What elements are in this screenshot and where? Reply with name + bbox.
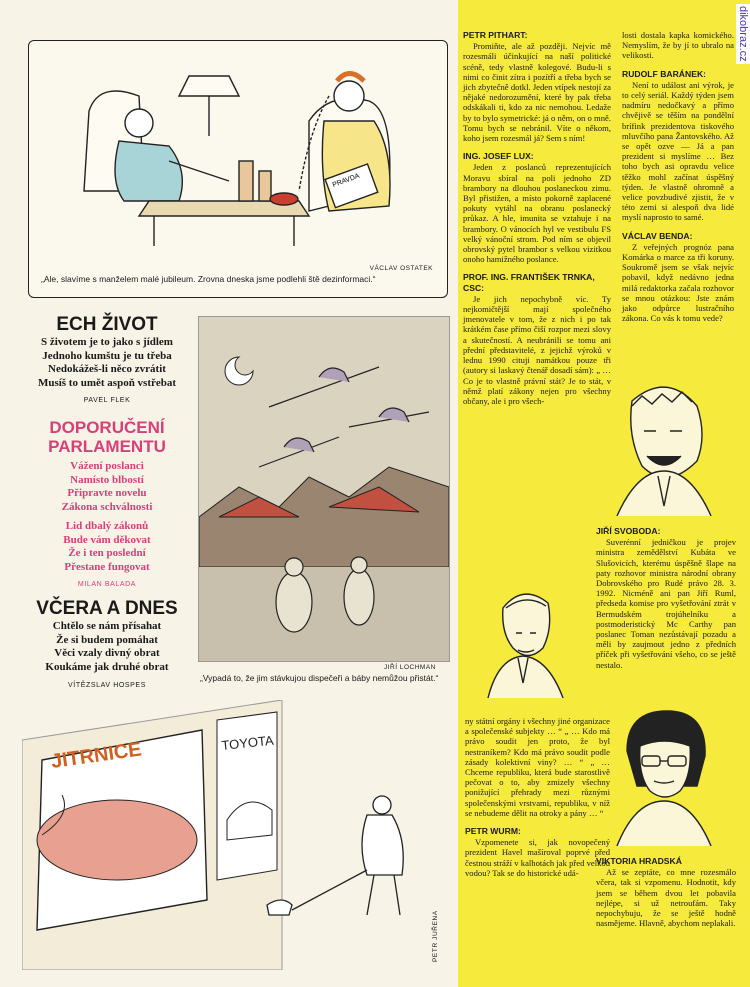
section-heading: PETR WURM: <box>465 826 521 837</box>
cartoon-phone-call <box>28 40 448 298</box>
cartoon-credit: JIŘÍ LOCHMAN <box>384 664 436 671</box>
poem-doporuceni <box>22 418 192 588</box>
poem-line: Namísto blbostí <box>70 473 144 486</box>
column-right-bottom <box>596 856 736 936</box>
column-middle <box>463 30 611 414</box>
portrait-benda <box>612 376 716 516</box>
section-text: Vzpomenete si, jak novopečený prezident Havel mašíroval poprvé před čestnou stráží v kalhotách jak před velkou vodou? Tak se do historické udá- <box>465 837 610 878</box>
billboard-jitrnice: JITRNICE <box>49 738 143 773</box>
cartoon-credit: PETR JUŘENA <box>432 910 439 962</box>
portrait-trnka-illustration <box>478 578 574 698</box>
poem-line: Vážení poslanci <box>70 460 144 472</box>
poem-line: Musíš to umět aspoň vstřebat <box>37 376 177 389</box>
section-text: losti dostala kapka komického. Nemyslím, že by jí to ubralo na velikosti. <box>622 30 734 61</box>
poem-author: MILAN BALADA <box>77 581 137 588</box>
poem-vcera-a-dnes <box>22 598 192 689</box>
column-middle-continued <box>465 716 610 886</box>
cartoon-caption: „Ale, slavíme s manželem malé jubileum. Zrovna dneska jsme podlehli ště dezinformaci.“ <box>41 274 376 284</box>
poem-author: VÍTĚZSLAV HOSPES <box>68 682 146 689</box>
poem-line: Chtělo se nám přísahat <box>52 620 162 632</box>
poem-line: Lid dbalý zákonů <box>65 520 149 532</box>
poem-line: Koukáme jak druhé obrat <box>45 660 169 673</box>
section-heading: VIKTORIA HRADSKÁ <box>596 856 682 866</box>
cartoon-billboard <box>22 700 442 970</box>
poem-ech-zivot <box>22 314 192 404</box>
section-heading: PETR PITHART: <box>463 30 528 40</box>
section-text: Jeden z poslanců reprezentujících Moravu sbíral na poli jednoho ZD brambory na dlouhou poslaneckou zimu. Byl přistižen, a místo pokorně zaplacené pokuty vytáhl na obranu poslanecký průkaz. A hle, imunita se vztahuje i na brambory. O vánocích hyl ve vestibulu FS velký vánoční strom. Pod ním se objevil obrovský pytel brambor s velkou vizitkou onoho hamižného poslance. <box>463 162 611 265</box>
poem-line: Jednoho kumštu je tu třeba <box>42 349 172 362</box>
poem-line: Že si budem pomáhat <box>56 633 158 646</box>
poem-line: Bude vám děkovat <box>63 533 151 546</box>
cartoon-caption: „Vypadá to, že jim stávkujou dispečeři a báby nemůžou přistát.“ <box>200 673 439 683</box>
portrait-trnka <box>478 578 574 698</box>
section-text: Je jich nepochybně víc. Ty nejkomičtější mají společného jmenovatele v tom, že z nich i po tak krátkém čase přímo čiší rozpor mezi slovy a skutečností. A neubránili se tomu ani přední představitelé, z jejichž výroků v lednu 1990 cituji namátkou pouze tři (autory si laskavý čtenář dosadí sám): „ … Co je to vlastně právní stát? Je to stát, v němž platí zákony nejen pro všechny občany, ale i pro všech- <box>463 293 611 406</box>
section-text: Není to událost ani výrok, je to celý seriál. Každý týden jsem nadmíru nedočkavý a přímo chvějivě se těším na pondělní brífink prezidentova tiskového mluvčího pana Žantovského. Až se opět ozve — Já a pan prezident si myslíme … Bez toho bych asi opravdu velice těžko mohl začínat úspěšný týden. Je vlastně ohromně a velice povzbudivé zjistit, že v této zemi si alespoň dva lidé myslí naprosto to samé. <box>622 79 734 223</box>
poem-author: PAVEL FLEK <box>83 397 131 404</box>
poem-title: DOPORUČENÍ PARLAMENTU <box>48 418 166 456</box>
section-text: Z veřejných prognóz pana Komárka o marce za tři koruny. Soukromě jsem se však nejvíc pobavil, když nedávno jedna milá redaktorka začala rozhovor se mnou otázkou: Jste znám jako odpůrce lustračního zákona. Co vás k tomu vede? <box>622 241 734 324</box>
section-heading: JIŘÍ SVOBODA: <box>596 526 661 536</box>
column-right <box>622 30 734 331</box>
poem-line: S životem je to jako s jídlem <box>41 336 173 348</box>
section-text: ny státní orgány i všechny jiné organizace a společenské subjekty … “ „ … Kdo má právo soudit jen proto, že byl nestraníkem? Kdo má právo soudit podle zásady kolektivní viny? … “ „ … Chceme republiku, která bude starostlivě pečovat o to, aby zmizely všechny ponižující přehrady mezi různými společenskými vrstvami, republiku, v níž se nebudeme dělit na otroky a pány … “ <box>465 716 610 818</box>
cartoon-witches-illustration <box>199 317 449 661</box>
section-heading: VÁCLAV BENDA: <box>622 230 693 241</box>
portrait-hradska <box>612 706 716 846</box>
poem-line: Připravte novelu <box>67 487 147 499</box>
section-text: Suverénní jedničkou je projev ministra zemědělství Kubáta ve Slušovicích, kterému úspěšně šlape na paty rozhovor ministra národní obrany Dobrovského pro Rudé právo 28. 3. 1992. Nicméně ani pan Jiří Ruml, předseda komise pro vyšetřování ztrát v Bermudském trojúhelníku a postmoderistický Mc Carthy pan poslanec Toman nezůstávají pozadu a měli by zaujmout jedno z předních příček při vyšetřování všeho, co se ještě nestalo. <box>596 537 736 670</box>
newspaper-label: PRAVDA <box>331 172 361 189</box>
poem-line: Zákona schválnosti <box>61 500 153 513</box>
portrait-hradska-illustration <box>612 706 716 846</box>
poem-title: VČERA A DNES <box>36 598 178 619</box>
portrait-benda-illustration <box>612 376 716 516</box>
cartoon-phone-call-illustration <box>29 41 447 251</box>
poem-line: Přestane fungovat <box>64 560 150 573</box>
billboard-toyota: TOYOTA <box>220 732 275 753</box>
cartoon-witches <box>198 316 450 662</box>
poem-line: Nedokážeš-li něco zvrátit <box>48 363 166 375</box>
poem-line: Že i ten poslední <box>68 547 146 559</box>
cartoon-billboard-illustration <box>22 700 442 970</box>
section-heading: RUDOLF BARÁNEK: <box>622 68 707 79</box>
poem-line: Věci vzaly divný obrat <box>54 647 160 659</box>
section-text: Až se zeptáte, co mne rozesmálo včera, tak si vzpomenu. Hodnotit, kdy jsem se během dvou let pobavila nejlépe, si už netroufám. Taky nepochybuju, že se ještě hodně nasmějeme. Hlavně, abychom neplakali. <box>596 867 736 929</box>
site-tag: dikobraz.cz <box>737 6 749 62</box>
section-text: Promiňte, ale až později. Nejvíc mě rozesmáli účinkující na naší politické scéně, tedy vlastně kolegové. Budu-li s nimi co činit zítra i pozítří a třeba bych se jich zbytečně dotkl. Jeden vtípek nestojí za nějaké nedorozumění, které by pak třeba odskákali ti, kdo za nic nemohou. Ledaže by to bylo symetrické: já o něm, on o mně. Tomu bych se nebránil. Víte o někom, koho jsem rozesmál já? Sem s ním! <box>463 41 611 144</box>
section-heading: PROF. ING. FRANTIŠEK TRNKA, CSC: <box>463 272 595 293</box>
column-right-lower <box>596 526 736 678</box>
cartoon-credit: VÁCLAV OSTATEK <box>369 265 433 272</box>
section-heading: ING. JOSEF LUX: <box>463 151 534 162</box>
poem-title: ECH ŽIVOT <box>56 314 158 335</box>
